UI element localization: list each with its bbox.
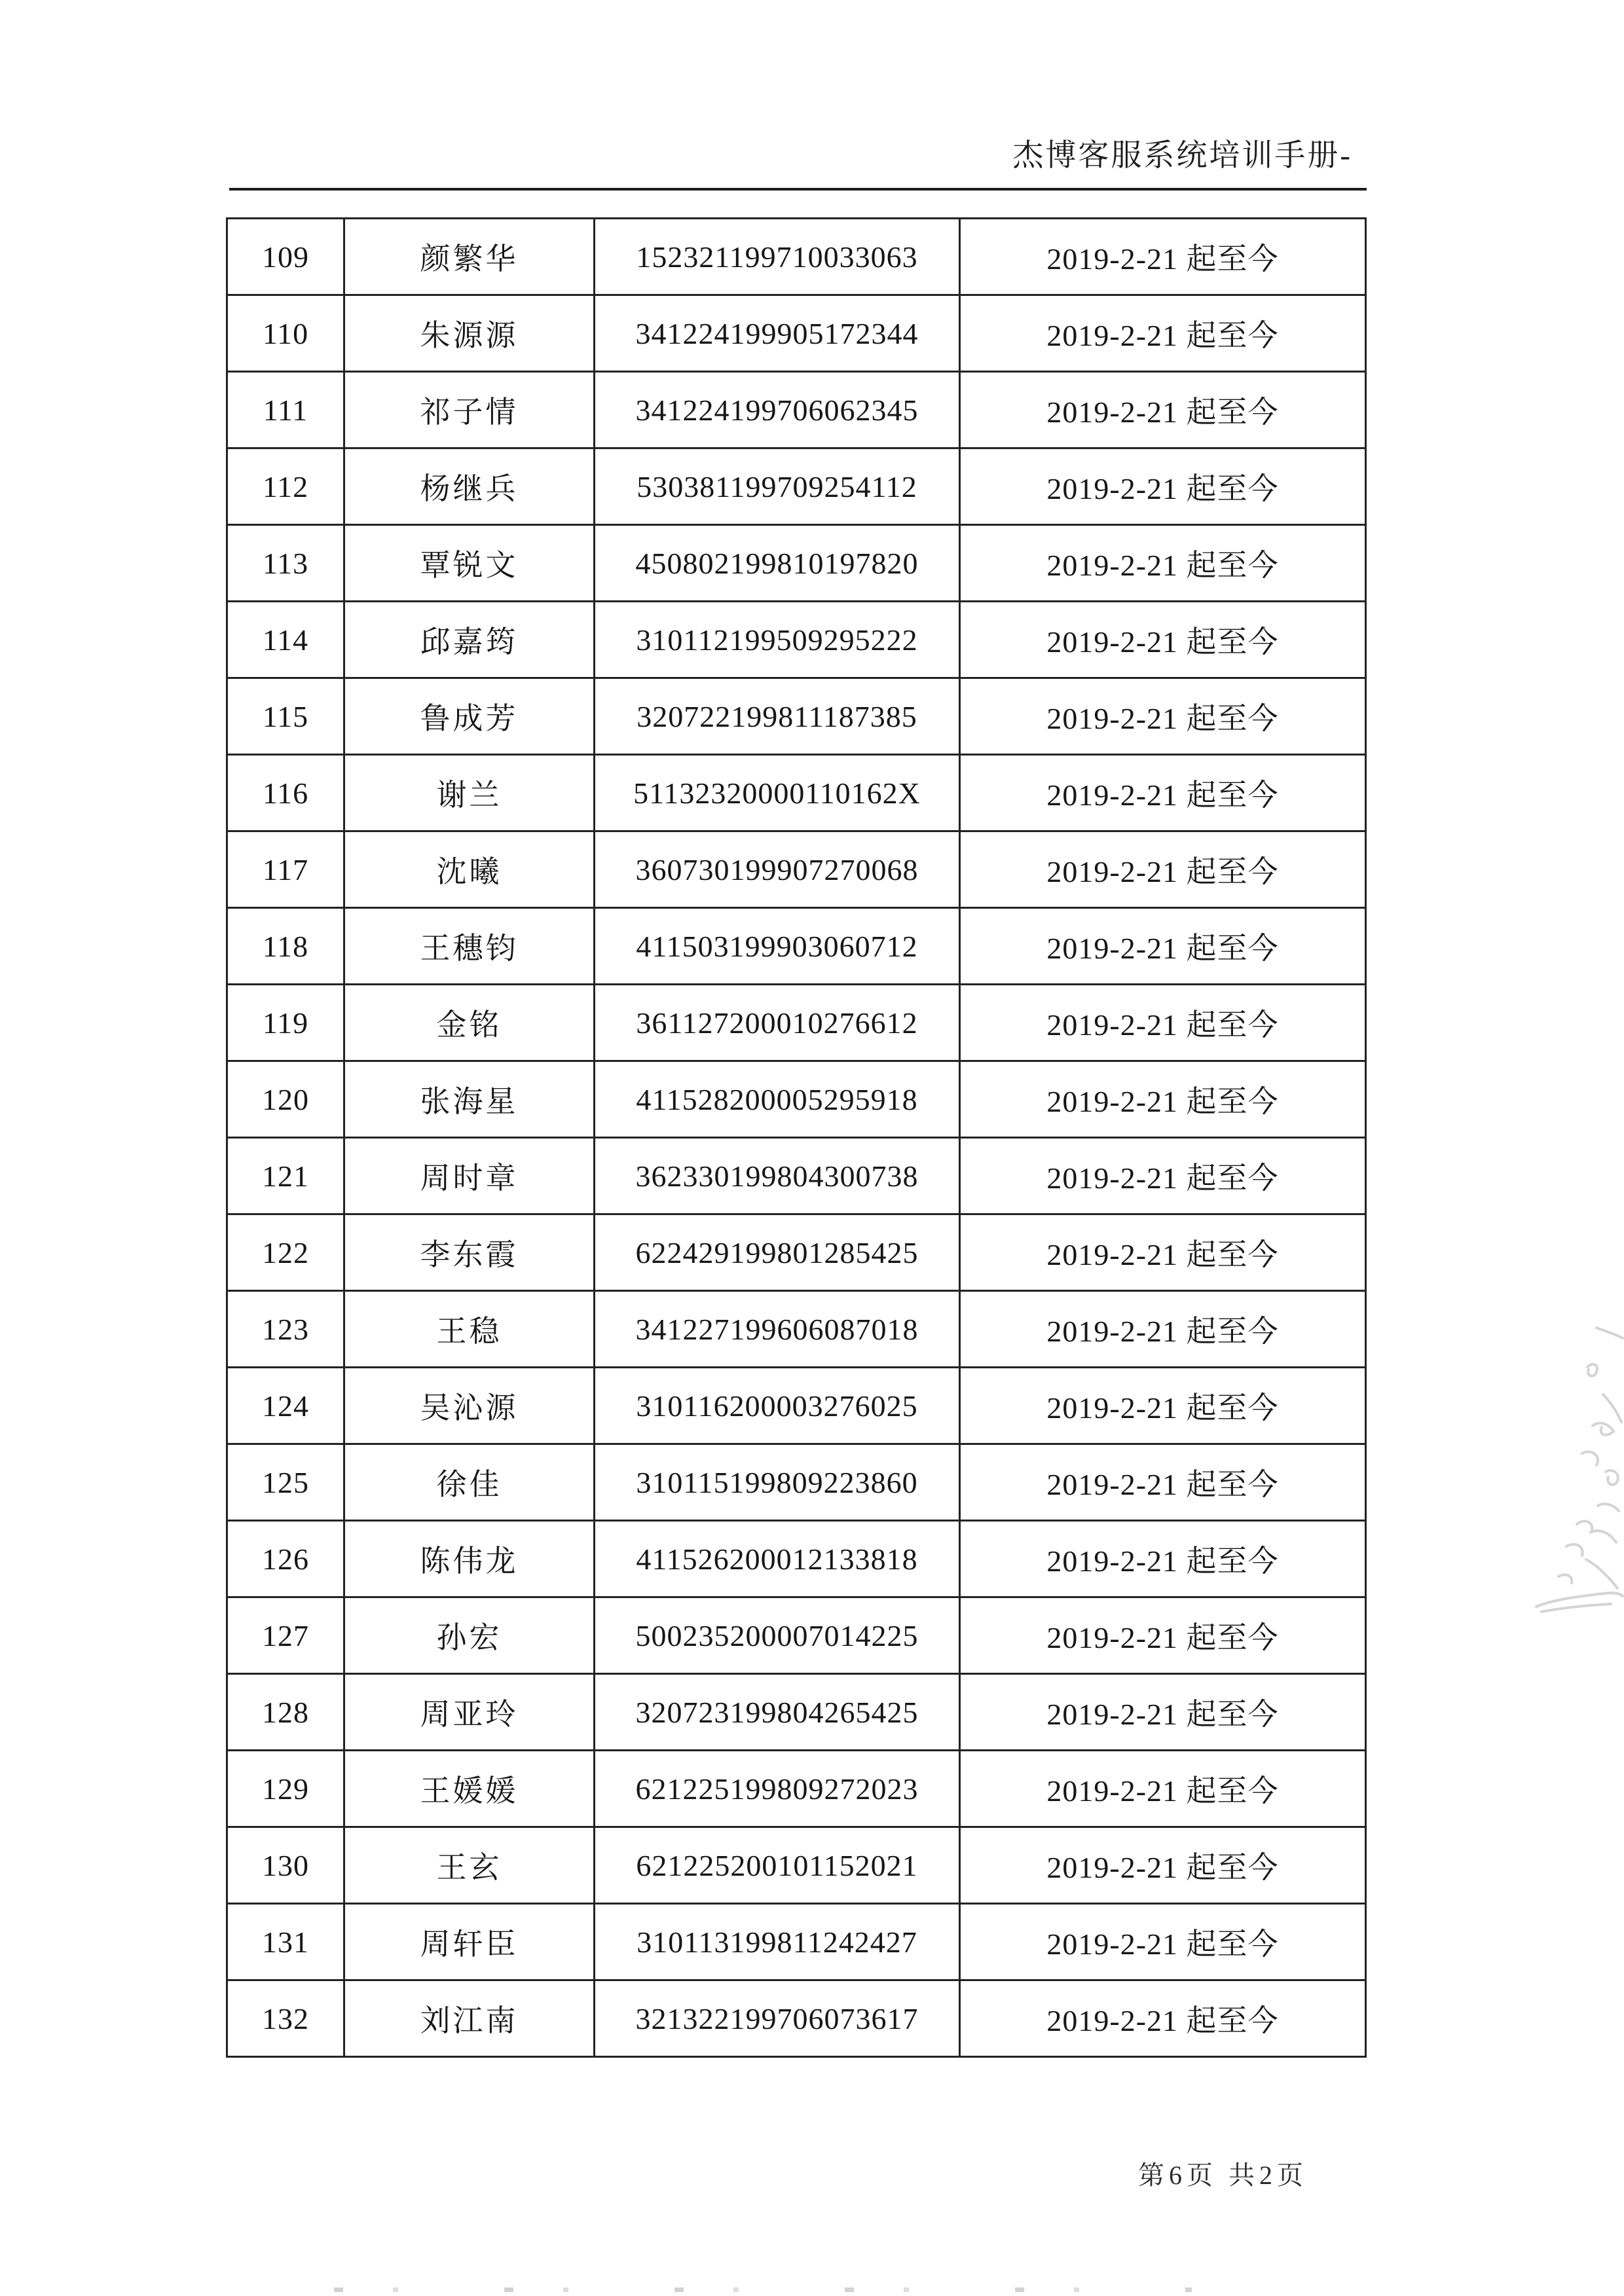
table-row	[227, 1368, 1366, 1444]
cell-row-index: 113	[227, 525, 344, 602]
table-row	[227, 1214, 1366, 1291]
table-row	[227, 678, 1366, 755]
cell-name: 周亚玲	[344, 1674, 595, 1751]
cell-row-index: 123	[227, 1291, 344, 1368]
cell-name: 金铭	[344, 985, 595, 1061]
table-row	[227, 602, 1366, 678]
cell-id-number: 320723199804265425	[595, 1674, 960, 1751]
cell-id-number: 621225199809272023	[595, 1751, 960, 1827]
cell-period: 2019-2-21 起至今	[960, 525, 1366, 602]
cell-row-index: 118	[227, 908, 344, 985]
cell-name: 王稳	[344, 1291, 595, 1368]
cell-period: 2019-2-21 起至今	[960, 678, 1366, 755]
cell-row-index: 111	[227, 372, 344, 448]
cell-period: 2019-2-21 起至今	[960, 372, 1366, 448]
page-footer: 第6页 共2页	[1138, 2160, 1308, 2190]
cell-row-index: 116	[227, 755, 344, 831]
cell-row-index: 110	[227, 295, 344, 372]
cell-name: 杨继兵	[344, 448, 595, 525]
cell-id-number: 310113199811242427	[595, 1904, 960, 1980]
cell-id-number: 362330199804300738	[595, 1138, 960, 1214]
cell-name: 徐佳	[344, 1444, 595, 1521]
cell-period: 2019-2-21 起至今	[960, 219, 1366, 295]
cell-row-index: 112	[227, 448, 344, 525]
cell-id-number: 51132320000110162X	[595, 755, 960, 831]
cell-id-number: 310112199509295222	[595, 602, 960, 678]
cell-period: 2019-2-21 起至今	[960, 448, 1366, 525]
cell-period: 2019-2-21 起至今	[960, 1291, 1366, 1368]
cell-name: 颜繁华	[344, 219, 595, 295]
cell-period: 2019-2-21 起至今	[960, 985, 1366, 1061]
table-row	[227, 1597, 1366, 1674]
cell-row-index: 121	[227, 1138, 344, 1214]
table-row	[227, 1980, 1366, 2057]
cell-id-number: 450802199810197820	[595, 525, 960, 602]
cell-row-index: 119	[227, 985, 344, 1061]
cell-name: 李东霞	[344, 1214, 595, 1291]
cell-id-number: 621225200101152021	[595, 1827, 960, 1904]
cell-id-number: 320722199811187385	[595, 678, 960, 755]
cell-name: 周时章	[344, 1138, 595, 1214]
table-row	[227, 1061, 1366, 1138]
cell-name: 孙宏	[344, 1597, 595, 1674]
cell-id-number: 530381199709254112	[595, 448, 960, 525]
cell-name: 鲁成芳	[344, 678, 595, 755]
cell-name: 周轩臣	[344, 1904, 595, 1980]
cell-period: 2019-2-21 起至今	[960, 295, 1366, 372]
cell-row-index: 130	[227, 1827, 344, 1904]
table-row	[227, 1904, 1366, 1980]
cell-row-index: 125	[227, 1444, 344, 1521]
cell-name: 张海星	[344, 1061, 595, 1138]
cell-period: 2019-2-21 起至今	[960, 1214, 1366, 1291]
table-row	[227, 1444, 1366, 1521]
cell-id-number: 360730199907270068	[595, 831, 960, 908]
cell-period: 2019-2-21 起至今	[960, 1061, 1366, 1138]
cell-period: 2019-2-21 起至今	[960, 1980, 1366, 2057]
page-header-title: 杰博客服系统培训手册-	[1012, 139, 1352, 173]
cell-name: 王玄	[344, 1827, 595, 1904]
cell-period: 2019-2-21 起至今	[960, 831, 1366, 908]
cell-period: 2019-2-21 起至今	[960, 755, 1366, 831]
cell-id-number: 411528200005295918	[595, 1061, 960, 1138]
cell-period: 2019-2-21 起至今	[960, 1827, 1366, 1904]
cell-row-index: 129	[227, 1751, 344, 1827]
table-row	[227, 755, 1366, 831]
cell-name: 刘江南	[344, 1980, 595, 2057]
cell-id-number: 500235200007014225	[595, 1597, 960, 1674]
cell-row-index: 120	[227, 1061, 344, 1138]
cell-row-index: 127	[227, 1597, 344, 1674]
cell-row-index: 131	[227, 1904, 344, 1980]
roster-table	[226, 217, 1367, 2058]
table-row	[227, 908, 1366, 985]
cell-id-number: 310116200003276025	[595, 1368, 960, 1444]
table-row	[227, 1521, 1366, 1597]
cell-id-number: 152321199710033063	[595, 219, 960, 295]
cell-id-number: 341224199706062345	[595, 372, 960, 448]
cell-name: 王穗钧	[344, 908, 595, 985]
table-row	[227, 1751, 1366, 1827]
cell-period: 2019-2-21 起至今	[960, 1138, 1366, 1214]
table-row	[227, 219, 1366, 295]
table-row	[227, 1138, 1366, 1214]
cell-row-index: 126	[227, 1521, 344, 1597]
table-row	[227, 1827, 1366, 1904]
table-row	[227, 985, 1366, 1061]
cell-row-index: 122	[227, 1214, 344, 1291]
cell-id-number: 411526200012133818	[595, 1521, 960, 1597]
cell-name: 吴沁源	[344, 1368, 595, 1444]
table-row	[227, 1674, 1366, 1751]
cell-period: 2019-2-21 起至今	[960, 1904, 1366, 1980]
table-row	[227, 525, 1366, 602]
table-row	[227, 295, 1366, 372]
cell-name: 沈曦	[344, 831, 595, 908]
table-row	[227, 372, 1366, 448]
cell-id-number: 361127200010276612	[595, 985, 960, 1061]
cell-row-index: 115	[227, 678, 344, 755]
cell-name: 谢兰	[344, 755, 595, 831]
cell-period: 2019-2-21 起至今	[960, 1597, 1366, 1674]
handwriting-watermark	[1519, 1316, 1624, 1624]
cell-period: 2019-2-21 起至今	[960, 1521, 1366, 1597]
cell-period: 2019-2-21 起至今	[960, 1751, 1366, 1827]
cell-name: 朱源源	[344, 295, 595, 372]
cell-id-number: 310115199809223860	[595, 1444, 960, 1521]
cell-name: 邱嘉筠	[344, 602, 595, 678]
cell-id-number: 321322199706073617	[595, 1980, 960, 2057]
roster-table-body	[227, 219, 1366, 2057]
header-rule-line	[229, 188, 1367, 191]
cell-row-index: 132	[227, 1980, 344, 2057]
cell-name: 陈伟龙	[344, 1521, 595, 1597]
cell-period: 2019-2-21 起至今	[960, 908, 1366, 985]
cell-name: 王媛媛	[344, 1751, 595, 1827]
cell-id-number: 411503199903060712	[595, 908, 960, 985]
cell-period: 2019-2-21 起至今	[960, 1368, 1366, 1444]
cell-period: 2019-2-21 起至今	[960, 1674, 1366, 1751]
cell-id-number: 622429199801285425	[595, 1214, 960, 1291]
cell-period: 2019-2-21 起至今	[960, 602, 1366, 678]
cell-row-index: 117	[227, 831, 344, 908]
cell-row-index: 128	[227, 1674, 344, 1751]
cell-id-number: 341224199905172344	[595, 295, 960, 372]
cell-period: 2019-2-21 起至今	[960, 1444, 1366, 1521]
cell-name: 覃锐文	[344, 525, 595, 602]
cell-name: 祁子情	[344, 372, 595, 448]
cell-row-index: 114	[227, 602, 344, 678]
table-row	[227, 448, 1366, 525]
scan-edge-artifacts	[334, 2287, 1192, 2292]
cell-row-index: 109	[227, 219, 344, 295]
table-row	[227, 831, 1366, 908]
table-row	[227, 1291, 1366, 1368]
cell-row-index: 124	[227, 1368, 344, 1444]
cell-id-number: 341227199606087018	[595, 1291, 960, 1368]
